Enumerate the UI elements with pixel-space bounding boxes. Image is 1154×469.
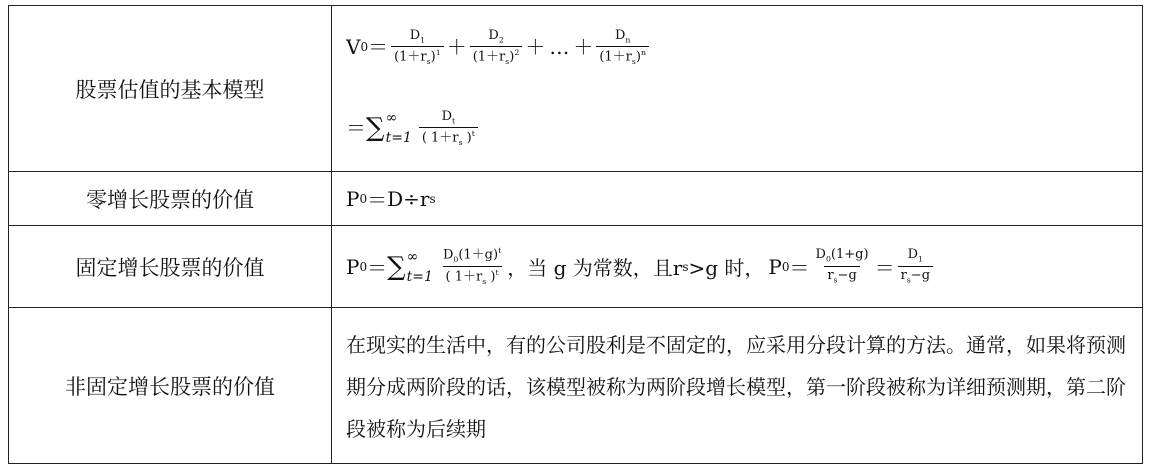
fraction-term-n: $\frac{D_n}{(1+r_s)^n}$ bbox=[596, 29, 649, 67]
description-paragraph: 在现实的生活中，有的公司股利是不固定的，应采用分段计算的方法。通常，如果将预测期分成两阶段的话，该模型被称为两阶段增长模型，第一阶段被称为详细预测期，第二阶段被称为后续期 bbox=[346, 332, 1126, 441]
table-row bbox=[9, 6, 1143, 172]
table-row bbox=[9, 226, 1143, 308]
non-constant-growth-description bbox=[332, 308, 1143, 464]
fraction-term-2: $\frac{D_2}{(1+r_s)^2}$ bbox=[470, 29, 523, 67]
table-row bbox=[9, 308, 1143, 464]
fraction-term-1: $\frac{D_1}{(1+r_s)^1}$ bbox=[391, 29, 444, 67]
fraction-term-t: $\frac{D_t}{( 1+r_s )^t}$ bbox=[419, 110, 478, 148]
stock-valuation-table bbox=[8, 5, 1143, 464]
row-label: 固定增长股票的价值 bbox=[9, 226, 332, 308]
table-row bbox=[9, 172, 1143, 226]
row-label: 零增长股票的价值 bbox=[9, 172, 332, 226]
basic-model-line-2: ＝ ∑ ∞ t=1 $\frac{D_t}{( 1+r_s )^t}$ bbox=[346, 88, 1142, 170]
row-label: 股票估值的基本模型 bbox=[9, 6, 332, 172]
constant-growth-formula: P 0 ＝ ∑ ∞ t=1 $\frac{D_0(1+g)^t}{( 1+r_s )^t}$ ，当 g 为常数，且r s >g 时， P 0 ＝ $\frac{D_0(1+g)}{r_s-g}$ ＝ $\frac{D_1}{r_s-g}$ bbox=[332, 226, 1143, 308]
basic-model-formula bbox=[332, 6, 1143, 172]
zero-growth-formula: P 0 ＝ D÷r s bbox=[332, 172, 1143, 226]
growth-fraction: $\frac{D_0(1+g)^t}{( 1+r_s )^t}$ bbox=[442, 246, 502, 286]
summation-sign: ∑ bbox=[366, 112, 385, 143]
gordon-fraction-2: $\frac{D_1}{r_s-g}$ bbox=[898, 248, 933, 284]
gordon-fraction-1: $\frac{D_0(1+g)}{r_s-g}$ bbox=[815, 247, 869, 285]
summation-sign: ∑ bbox=[387, 251, 406, 282]
basic-model-line-1: V 0 ＝ $\frac{D_1}{(1+r_s)^1}$ ＋ $\frac{D_2}{(1+r_s)^2}$ ＋ … ＋ $\frac{D_n}{(1+r_s)^n}$ bbox=[346, 8, 1142, 88]
row-label: 非固定增长股票的价值 bbox=[9, 308, 332, 464]
